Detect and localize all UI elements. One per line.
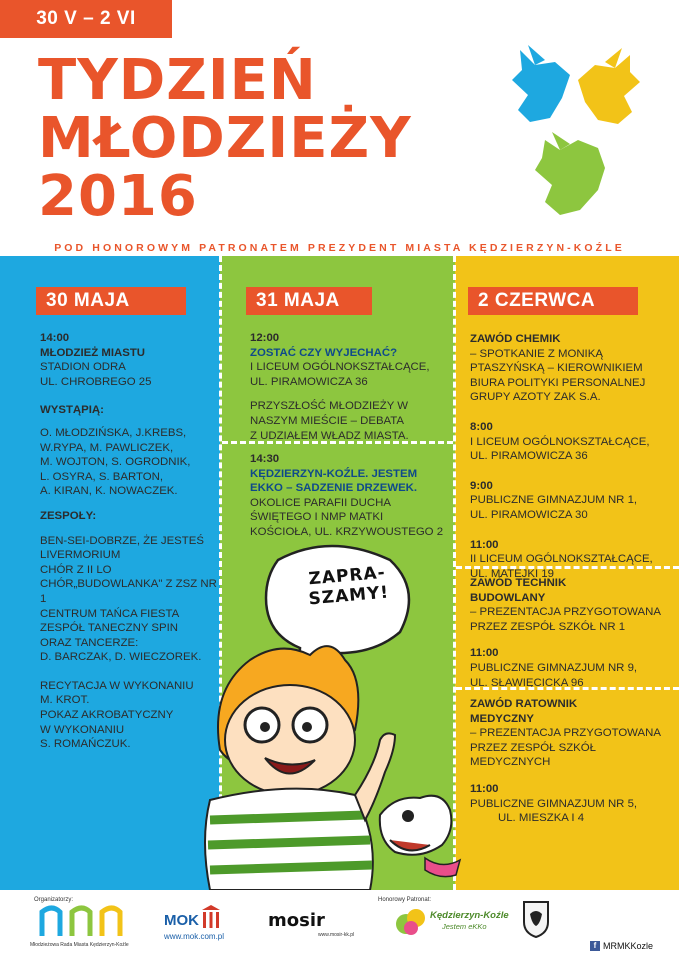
bands-line: LIVERMORIUM: [40, 549, 121, 562]
patron-label: Honorowy Patronat:: [378, 897, 432, 903]
patron-slogan: Jestem eKKo: [442, 922, 487, 931]
event-description: KOŚCIOŁA, UL. KRZYWOUSTEGO 2: [250, 525, 444, 538]
performers-line: O. MŁODZIŃSKA, J.KREBS,: [40, 426, 187, 439]
boy-character-icon: [205, 646, 395, 890]
day-heading-30-may: 30 MAJA: [36, 287, 186, 315]
facebook-icon: f: [590, 941, 600, 951]
mrm-full-name: Młodzieżowa Rada Miasta Kędzierzyn-Koźle: [30, 942, 129, 948]
day2-event-2: [250, 452, 455, 540]
section-divider: [456, 687, 679, 690]
section-description: BIURA POLITYKI PERSONALNEJ: [470, 376, 646, 389]
day3-section-ratownik: [470, 697, 679, 826]
event-place: II LICEUM OGÓLNOKSZTAŁCĄCE,: [470, 553, 653, 566]
event-title: MŁODZIEŻ MIASTU: [40, 346, 146, 359]
day-heading-2-june: 2 CZERWCA: [468, 287, 638, 315]
title-line-1: TYDZIEŃ: [38, 48, 317, 113]
extra-line: RECYTACJA W WYKONANIU: [40, 679, 194, 692]
bubble-line: SZAMY!: [307, 582, 390, 610]
city-coat-of-arms-icon: [522, 900, 550, 938]
bands-heading: ZESPOŁY:: [40, 509, 97, 522]
mok-logo: MOK: [164, 912, 199, 929]
day-heading-31-may: 31 MAJA: [246, 287, 372, 315]
mok-url: www.mok.com.pl: [164, 932, 225, 941]
event-title: EKKO – SADZENIE DRZEWEK.: [250, 482, 418, 495]
event-place: PUBLICZNE GIMNAZJUM NR 5,: [470, 797, 638, 810]
performers-line: L. OSYRA, S. BARTON,: [40, 470, 164, 483]
date-range-badge: 30 V – 2 VI: [0, 0, 172, 38]
event-time: 14:30: [250, 453, 280, 465]
event-place: I LICEUM OGÓLNOKSZTAŁCĄCE,: [470, 435, 650, 448]
section-description: PRZEZ ZESPÓŁ SZKÓŁ MEDYCZNYCH: [470, 741, 596, 769]
extra-line: W WYKONANIU: [40, 723, 125, 736]
bands-line: CHÓR„BUDOWLANKA" Z ZSZ NR 1: [40, 578, 217, 605]
event-description: PRZYSZŁOŚĆ MŁODZIEŻY W: [250, 400, 409, 413]
event-place: UL. MIESZKA I 4: [498, 812, 585, 825]
city-leaf-logo-icon: [394, 906, 428, 936]
event-divider: [222, 441, 453, 444]
event-time: 12:00: [250, 332, 280, 344]
section-divider: [456, 566, 679, 569]
section-description: – PREZENTACJA PRZYGOTOWANA: [470, 727, 661, 740]
event-place: PUBLICZNE GIMNAZJUM NR 9,: [470, 661, 638, 674]
mosir-url: www.mosir-kk.pl: [318, 932, 355, 938]
bands-line: D. BARCZAK, D. WIECZOREK.: [40, 651, 202, 664]
event-place: PUBLICZNE GIMNAZJUM NR 1,: [470, 494, 638, 507]
extra-line: M. KROT.: [40, 694, 90, 707]
goat-heads-logo-icon: [500, 40, 650, 220]
event-time: 9:00: [470, 479, 493, 492]
event-place: UL. SŁAWIĘCICKA 96: [470, 676, 584, 689]
event-title: KĘDZIERZYN-KOŹLE. JESTEM: [250, 467, 418, 480]
section-title: ZAWÓD CHEMIK: [470, 333, 561, 345]
bands-line: BEN-SEI-DOBRZE, ŻE JESTEŚ: [40, 534, 204, 547]
event-title: ZOSTAĆ CZY WYJECHAĆ?: [250, 346, 398, 359]
performers-line: M. WOJTON, S. OGRODNIK,: [40, 456, 191, 469]
section-description: PTASZYŃSKĄ – KIEROWNIKIEM: [470, 362, 643, 375]
bands-line: ORAZ TANCERZE:: [40, 636, 139, 649]
blue-goat-icon: [512, 45, 570, 122]
event-description: NASZYM MIEŚCIE – DEBATA: [250, 414, 405, 427]
theatre-columns-icon: [200, 904, 222, 930]
facebook-handle: MRMKKozle: [603, 941, 654, 951]
event-place: UL. CHROBREGO 25: [40, 375, 152, 388]
performers-line: W.RYPA, M. PAWLICZEK,: [40, 441, 174, 454]
event-description: Z UDZIAŁEM WŁADZ MIASTA.: [250, 429, 409, 442]
event-time: 11:00: [470, 538, 499, 551]
title-line-2: MŁODZIEŻY: [38, 106, 412, 171]
day3-section-technik: [470, 576, 675, 690]
event-place: UL. PIRAMOWICZA 30: [470, 508, 588, 521]
yellow-goat-icon: [578, 48, 640, 124]
section-description: – PREZENTACJA PRZYGOTOWANA: [470, 606, 661, 619]
section-title: BUDOWLANY: [470, 591, 546, 604]
bands-line: CENTRUM TAŃCA FIESTA: [40, 607, 180, 620]
goat-character-icon: [380, 796, 460, 877]
event-time: 8:00: [470, 420, 493, 433]
bands-line: ZESPÓŁ TANECZNY SPIN: [40, 622, 178, 635]
day3-section-chemik: [470, 332, 675, 581]
bubble-line: ZAPRA-: [307, 562, 387, 590]
patronage-line: POD HONOROWYM PATRONATEM PREZYDENT MIASTA KĘDZIERZYN-KOŹLE: [54, 242, 625, 254]
event-place: UL. MATEJKI 19: [470, 567, 554, 580]
event-time: 11:00: [470, 782, 499, 795]
event-description: ŚWIĘTEGO I NMP MATKI: [250, 511, 384, 524]
title-line-3: 2016: [38, 164, 198, 229]
event-time: 14:00: [40, 332, 70, 344]
section-title: ZAWÓD TECHNIK: [470, 577, 567, 589]
organizers-label: Organizatorzy:: [34, 897, 74, 903]
section-title: ZAWÓD RATOWNIK: [470, 698, 578, 710]
mosir-logo: mosir: [268, 910, 325, 931]
performers-line: A. KIRAN, K. NOWACZEK.: [40, 485, 178, 498]
event-place: STADION ODRA: [40, 361, 126, 374]
day2-event-1: [250, 331, 450, 443]
sponsors-footer: [0, 890, 679, 960]
event-place: UL. PIRAMOWICZA 36: [470, 450, 588, 463]
extra-line: POKAZ AKROBATYCZNY: [40, 709, 174, 722]
event-place: I LICEUM OGÓLNOKSZTAŁCĄCE,: [250, 361, 430, 374]
performers-heading: WYSTĄPIĄ:: [40, 404, 104, 417]
section-title: MEDYCZNY: [470, 712, 534, 725]
event-time: 11:00: [470, 647, 499, 660]
section-description: – SPOTKANIE Z MONIKĄ: [470, 347, 603, 360]
section-description: GRUPY AZOTY ZAK S.A.: [470, 391, 601, 404]
extra-line: S. ROMAŃCZUK.: [40, 738, 131, 751]
patron-logo-text: Kędzierzyn-Koźle: [430, 910, 509, 921]
event-place: UL. PIRAMOWICZA 36: [250, 375, 368, 388]
green-goat-icon: [535, 132, 605, 215]
mrm-logo-icon: [38, 902, 130, 938]
poster-title: [38, 48, 412, 229]
event-description: OKOLICE PARAFII DUCHA: [250, 496, 391, 509]
section-description: PRZEZ ZESPÓŁ SZKÓŁ NR 1: [470, 620, 626, 633]
bands-line: CHÓR Z II LO: [40, 563, 112, 576]
